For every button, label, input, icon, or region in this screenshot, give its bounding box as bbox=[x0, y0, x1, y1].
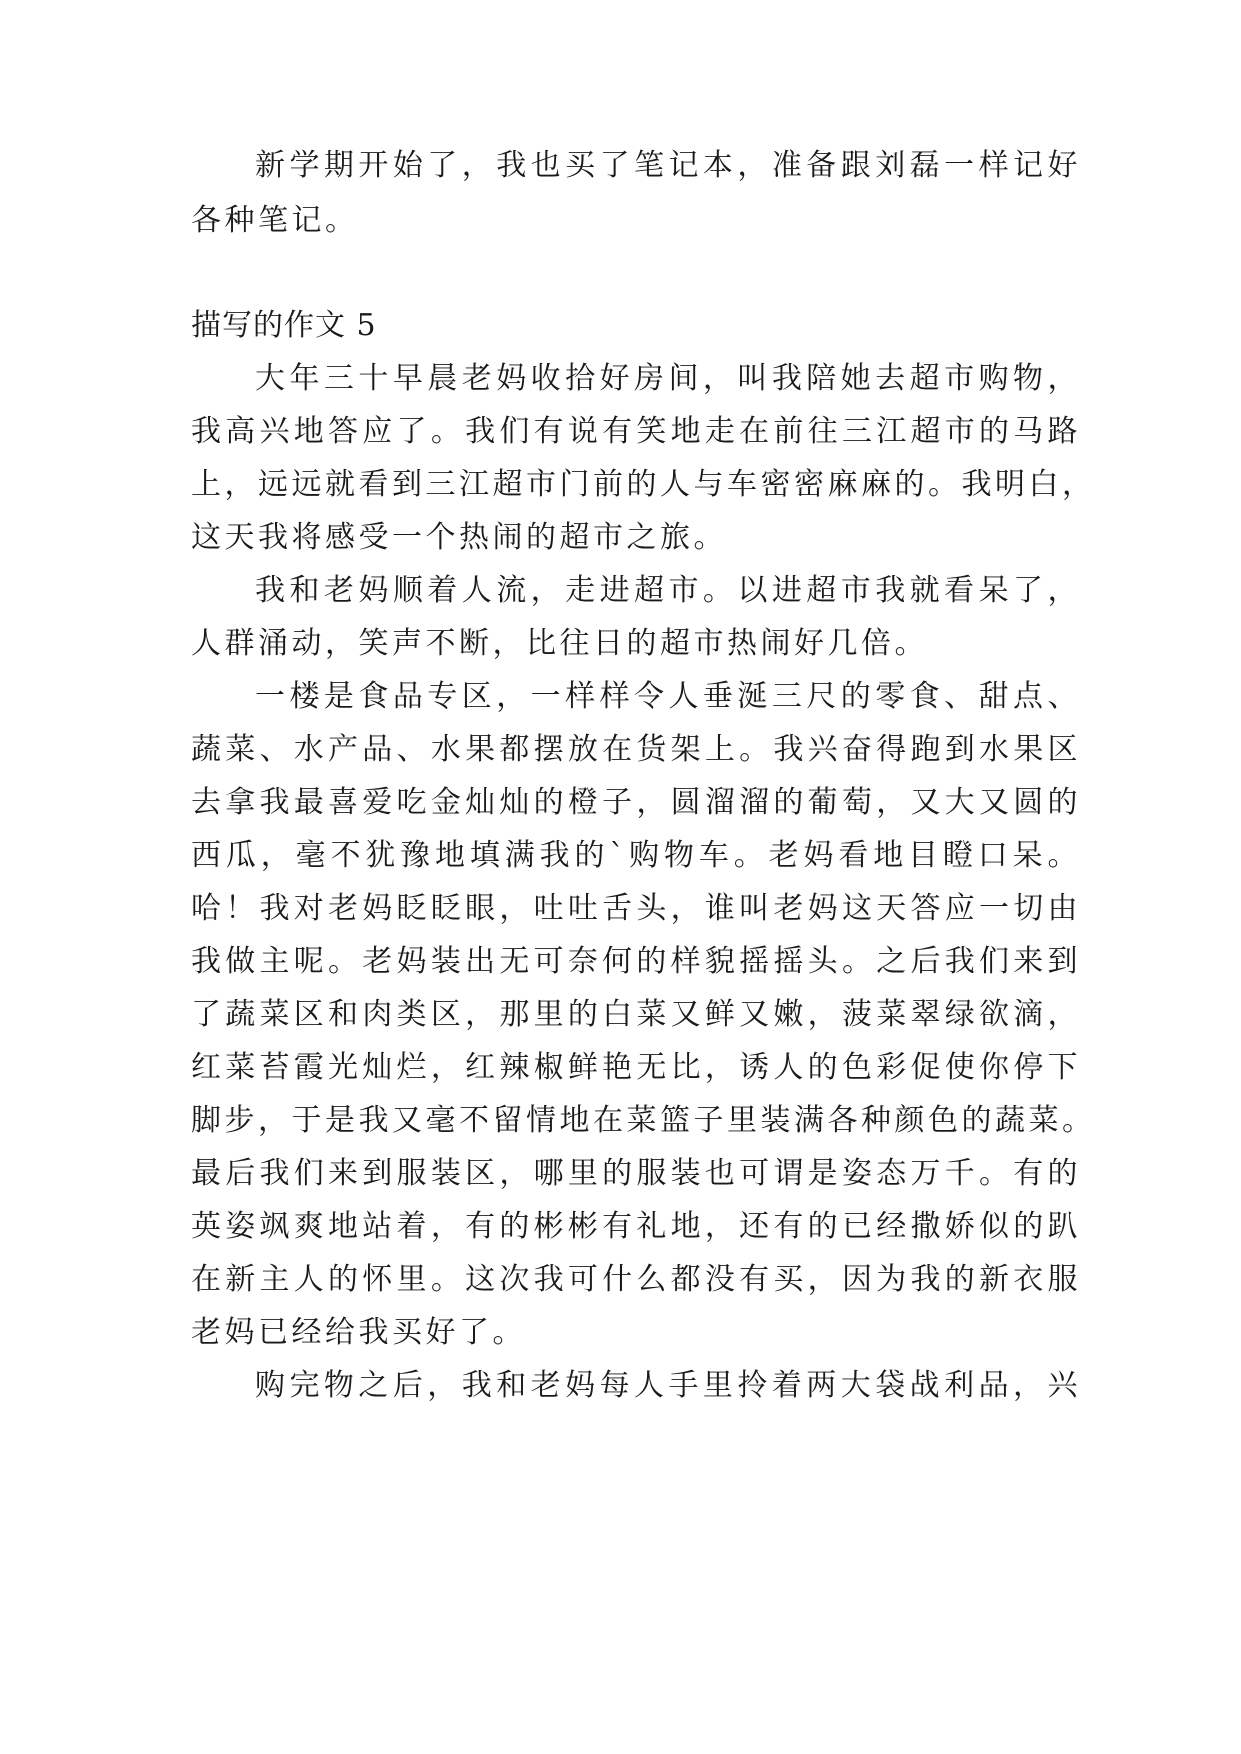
paragraph-line: 上，远远就看到三江超市门前的人与车密密麻麻的。我明白， bbox=[191, 467, 1096, 502]
paragraph-line: 各种笔记。 bbox=[191, 203, 359, 238]
paragraph-line: 西瓜，毫不犹豫地填满我的`购物车。老妈看地目瞪口呆。 bbox=[191, 838, 1081, 873]
paragraph-line: 我高兴地答应了。我们有说有笑地走在前往三江超市的马路 bbox=[191, 414, 1081, 449]
paragraph-line: 我做主呢。老妈装出无可奈何的样貌摇摇头。之后我们来到 bbox=[191, 944, 1081, 979]
paragraph-line: 蔬菜、水产品、水果都摆放在货架上。我兴奋得跑到水果区 bbox=[191, 732, 1081, 767]
paragraph-line: 红菜苔霞光灿烂，红辣椒鲜艳无比，诱人的色彩促使你停下 bbox=[191, 1050, 1081, 1085]
paragraph-line: 这天我将感受一个热闹的超市之旅。 bbox=[191, 520, 727, 555]
paragraph-line: 新学期开始了，我也买了笔记本，准备跟刘磊一样记好 bbox=[255, 148, 1081, 183]
paragraph-line: 英姿飒爽地站着，有的彬彬有礼地，还有的已经撒娇似的趴 bbox=[191, 1209, 1081, 1244]
paragraph-line: 最后我们来到服装区，哪里的服装也可谓是姿态万千。有的 bbox=[191, 1156, 1081, 1191]
paragraph-line: 购完物之后，我和老妈每人手里拎着两大袋战利品，兴 bbox=[255, 1368, 1081, 1403]
paragraph-line: 老妈已经给我买好了。 bbox=[191, 1315, 526, 1350]
section-heading: 描写的作文 5 bbox=[191, 308, 377, 343]
paragraph-line: 人群涌动，笑声不断，比往日的超市热闹好几倍。 bbox=[191, 626, 928, 661]
paragraph-line: 一楼是食品专区，一样样令人垂涎三尺的零食、甜点、 bbox=[255, 679, 1081, 714]
paragraph-line: 哈！我对老妈眨眨眼，吐吐舌头，谁叫老妈这天答应一切由 bbox=[191, 891, 1081, 926]
paragraph-line: 脚步，于是我又毫不留情地在菜篮子里装满各种颜色的蔬菜。 bbox=[191, 1103, 1096, 1138]
paragraph-line: 了蔬菜区和肉类区，那里的白菜又鲜又嫩，菠菜翠绿欲滴， bbox=[191, 997, 1081, 1032]
paragraph-line: 我和老妈顺着人流，走进超市。以进超市我就看呆了， bbox=[255, 573, 1081, 608]
paragraph-line: 大年三十早晨老妈收拾好房间，叫我陪她去超市购物， bbox=[255, 361, 1081, 396]
paragraph-line: 在新主人的怀里。这次我可什么都没有买，因为我的新衣服 bbox=[191, 1262, 1081, 1297]
paragraph-line: 去拿我最喜爱吃金灿灿的橙子，圆溜溜的葡萄，又大又圆的 bbox=[191, 785, 1081, 820]
